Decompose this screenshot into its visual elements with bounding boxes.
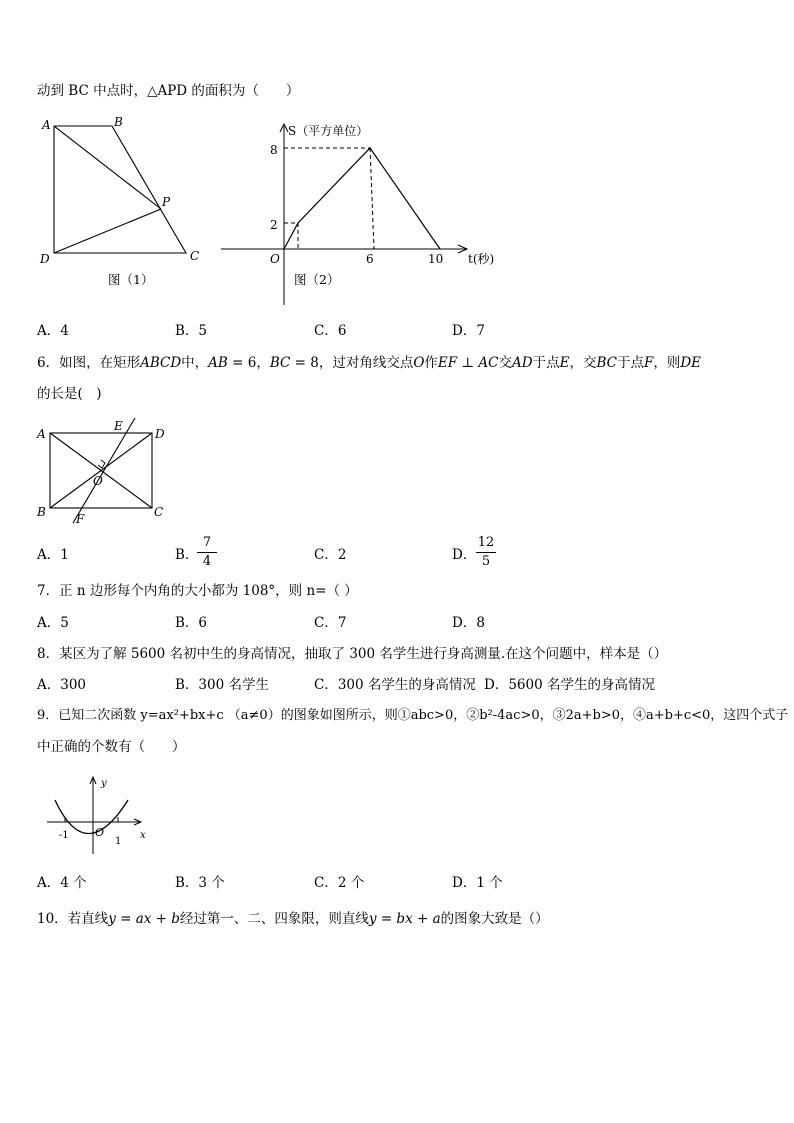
label-t-axis: t(秒) (468, 252, 495, 266)
label-neg1: -1 (59, 830, 69, 841)
tick-8: 8 (270, 143, 278, 157)
label-f: F (76, 512, 85, 526)
tick-2: 2 (270, 218, 278, 232)
q9-text-line1: 9．已知二次函数 y=ax²+bx+c （a≠0）的图象如图所示，则①abc>0，②b²-4ac>0，③2a+b>0，④a+b+c<0，这四个式子 (37, 708, 789, 723)
q5-option-b: B．5 (175, 323, 208, 339)
label-b: B (37, 505, 46, 519)
q6-option-d: D． (452, 547, 477, 563)
label-e: E (114, 419, 123, 433)
q9-option-b: B．3 个 (175, 875, 225, 891)
q5-option-a: A．4 (37, 323, 69, 339)
trapezoid-abcd (54, 126, 186, 253)
q10-text: 10．若直线y = ax + b经过第一、二、四象限，则直线y = bx + a的图象大致是（） (37, 911, 549, 927)
dashed-guides (284, 148, 374, 249)
q9-option-d: D．1 个 (452, 875, 503, 891)
parabola (55, 800, 128, 834)
tick-10: 10 (428, 252, 444, 266)
q7-text: 7．正 n 边形每个内角的大小都为 108°，则 n=（ ） (37, 583, 358, 599)
segment-dp (54, 209, 161, 253)
q6-option-b-fraction: 7 4 (197, 535, 217, 570)
q5-option-c: C．6 (314, 323, 347, 339)
label-origin: O (95, 826, 105, 839)
q6-text-line1: 6．如图，在矩形ABCD中，AB = 6，BC = 8，过对角线交点O作EF ⊥ AC交AD于点E，交BC于点F，则DE (37, 355, 702, 371)
label-d: D (40, 252, 50, 266)
q7-option-c: C．7 (314, 615, 347, 631)
label-x: x (140, 830, 146, 841)
q6-option-a: A．1 (37, 547, 69, 563)
tick-6: 6 (366, 252, 374, 266)
q7-option-d: D．8 (452, 615, 485, 631)
label-a: A (42, 118, 51, 132)
q8-option-b: B．300 名学生 (175, 677, 269, 693)
q9-figure (42, 772, 162, 862)
label-o: O (93, 474, 103, 488)
q5-figure-1 (36, 112, 216, 292)
q5-figure-2 (218, 118, 498, 308)
label-y: y (101, 778, 107, 789)
q9-text-line2: 中正确的个数有（ ） (37, 739, 186, 755)
label-s-axis: S（平方单位） (288, 124, 369, 138)
label-d: D (155, 427, 165, 441)
q9-option-c: C．2 个 (314, 875, 365, 891)
q8-option-a: A．300 (37, 677, 87, 693)
q7-option-b: B．6 (175, 615, 208, 631)
q7-option-a: A．5 (37, 615, 69, 631)
label-c: C (190, 249, 200, 263)
label-b: B (114, 115, 123, 129)
q6-option-c: C．2 (314, 547, 347, 563)
graph-line (284, 148, 440, 249)
label-origin: O (270, 252, 280, 266)
label-c: C (154, 505, 164, 519)
label-1: 1 (115, 836, 122, 847)
q6-option-d-fraction: 12 5 (477, 535, 495, 569)
q6-text-line2: 的长是( ) (37, 386, 102, 402)
right-angle-mark (98, 460, 105, 468)
segment-ap (54, 126, 161, 209)
q8-text: 8．某区为了解 5600 名初中生的身高情况，抽取了 300 名学生进行身高测量.在这个问题中，样本是（） (37, 646, 668, 662)
q6-figure (34, 416, 174, 528)
caption-fig2: 图（2） (294, 272, 340, 287)
label-p: P (162, 195, 171, 209)
segment-ef (73, 418, 135, 523)
q6-option-b: B． (175, 547, 199, 563)
label-a: A (37, 427, 46, 441)
caption-fig1: 图（1） (108, 272, 154, 287)
q8-option-c: C．300 名学生的身高情况 (314, 677, 476, 693)
q5-option-d: D．7 (452, 323, 485, 339)
q8-option-d: D．5600 名学生的身高情况 (484, 677, 655, 693)
q5-text: 动到 BC 中点时，△APD 的面积为（ ） (37, 83, 300, 99)
q9-option-a: A．4 个 (37, 875, 87, 891)
